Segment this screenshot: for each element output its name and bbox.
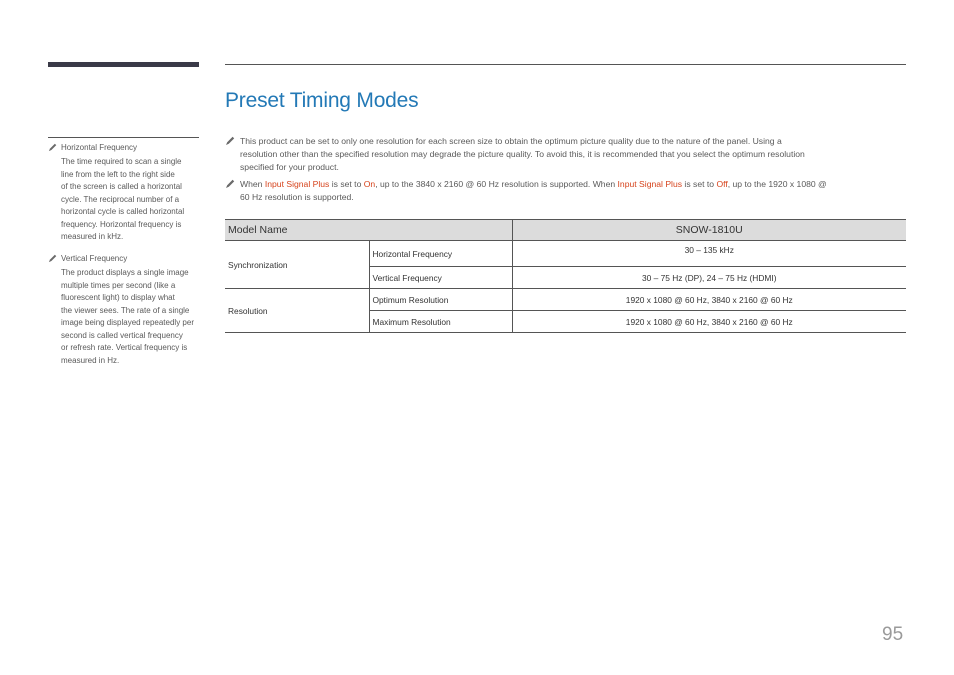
row-value: 1920 x 1080 @ 60 Hz, 3840 x 2160 @ 60 Hz <box>512 289 906 311</box>
sidebar-note-horizontal-frequency <box>48 143 200 244</box>
table-header-row <box>225 220 906 241</box>
note-input-signal-plus <box>225 178 906 204</box>
header-divider <box>225 64 906 65</box>
sidebar-divider <box>48 137 199 138</box>
row-label: Optimum Resolution <box>369 289 512 311</box>
sidebar-note-term: Vertical Frequency <box>61 254 128 263</box>
timing-spec-table <box>225 219 906 333</box>
row-value: 1920 x 1080 @ 60 Hz, 3840 x 2160 @ 60 Hz <box>512 311 906 333</box>
sidebar-note-term: Horizontal Frequency <box>61 143 138 152</box>
group-synchronization: Synchronization <box>225 241 369 289</box>
pencil-icon <box>48 254 57 263</box>
sidebar-accent-bar <box>48 62 199 67</box>
page-title: Preset Timing Modes <box>225 89 419 112</box>
row-label: Maximum Resolution <box>369 311 512 333</box>
sidebar-note-vertical-frequency <box>48 254 200 367</box>
sidebar-note-description: The product displays a single image multiple times per second (like a fluorescent light) to display what the viewer sees. The rate of a single image being displayed repeatedly per second is called vertical frequency or refresh rate. Vertical frequency is measured in Hz. <box>61 268 194 365</box>
row-label: Horizontal Frequency <box>369 241 512 267</box>
highlight-input-signal-plus: Input Signal Plus <box>617 179 683 189</box>
sidebar-note-description: The time required to scan a single line from the left to the right side of the screen is called a horizontal cycle. The reciprocal number of a horizontal cycle is called horizontal frequency. Horizontal frequency is measured in kHz. <box>61 157 185 241</box>
page-number: 95 <box>882 624 904 645</box>
note-resolution <box>225 135 906 174</box>
pencil-icon <box>225 179 235 189</box>
header-model-value: SNOW-1810U <box>512 220 906 241</box>
group-resolution: Resolution <box>225 289 369 333</box>
row-value: 30 – 75 Hz (DP), 24 – 75 Hz (HDMI) <box>512 267 906 289</box>
header-model-name: Model Name <box>225 220 512 241</box>
highlight-off: Off <box>716 179 728 189</box>
note-text: This product can be set to only one resolution for each screen size to obtain the optimum picture quality due to the nature of the panel. Using a resolution other than the specified resolution may degrade the picture quality. To avoid this, it is recommended that you select the optimum resolution specified for your product. <box>240 136 805 172</box>
pencil-icon <box>225 136 235 146</box>
pencil-icon <box>48 143 57 152</box>
note-text: When Input Signal Plus is set to On, up to the 3840 x 2160 @ 60 Hz resolution is supported. When Input Signal Plus is set to Off, up to the 1920 x 1080 @ 60 Hz resolution is supported. <box>240 179 827 202</box>
highlight-on: On <box>363 179 376 189</box>
highlight-input-signal-plus: Input Signal Plus <box>264 179 330 189</box>
row-label: Vertical Frequency <box>369 267 512 289</box>
table-row <box>225 241 906 267</box>
table-row <box>225 289 906 311</box>
row-value: 30 – 135 kHz <box>512 241 906 267</box>
